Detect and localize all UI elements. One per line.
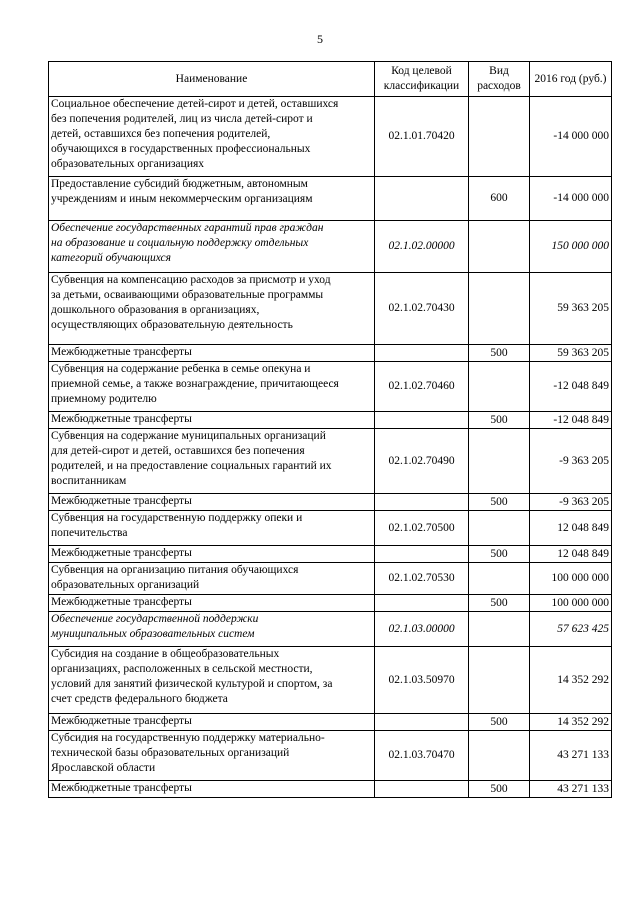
table-row <box>49 177 612 221</box>
cell-name: Обеспечение государственной поддержки муниципальных образовательных систем <box>49 612 375 647</box>
cell-code: 02.1.02.70460 <box>375 362 469 412</box>
table-row <box>49 221 612 273</box>
cell-type: 500 <box>469 345 530 362</box>
cell-amount: 59 363 205 <box>530 345 612 362</box>
table-body <box>49 97 612 798</box>
cell-code <box>375 546 469 563</box>
cell-type: 500 <box>469 781 530 798</box>
cell-amount: 43 271 133 <box>530 781 612 798</box>
cell-type <box>469 612 530 647</box>
header-code: Код целевой классификации <box>375 62 469 97</box>
cell-code: 02.1.02.70500 <box>375 511 469 546</box>
table-row <box>49 345 612 362</box>
budget-table <box>48 61 612 798</box>
cell-code: 02.1.02.70490 <box>375 429 469 494</box>
cell-amount: 14 352 292 <box>530 714 612 731</box>
cell-amount: -14 000 000 <box>530 177 612 221</box>
cell-name: Субвенция на содержание муниципальных организаций для детей-сирот и детей, оставшихся без попечения родителей, и на предоставление социальных гарантий их воспитанникам <box>49 429 375 494</box>
cell-amount: 100 000 000 <box>530 595 612 612</box>
cell-code: 02.1.01.70420 <box>375 97 469 177</box>
cell-amount: 12 048 849 <box>530 546 612 563</box>
table-row <box>49 494 612 511</box>
cell-name: Субвенция на содержание ребенка в семье опекуна и приемной семье, а также вознаграждение, причитающееся приемному родителю <box>49 362 375 412</box>
table-header-row <box>49 62 612 97</box>
cell-code <box>375 781 469 798</box>
table-row <box>49 429 612 494</box>
cell-name: Межбюджетные трансферты <box>49 595 375 612</box>
cell-name: Предоставление субсидий бюджетным, автономным учреждениям и иным некоммерческим организациям <box>49 177 375 221</box>
cell-amount: -14 000 000 <box>530 97 612 177</box>
table-row <box>49 647 612 714</box>
cell-code <box>375 595 469 612</box>
cell-amount: 12 048 849 <box>530 511 612 546</box>
cell-type <box>469 362 530 412</box>
cell-code <box>375 345 469 362</box>
cell-type: 500 <box>469 412 530 429</box>
table-row <box>49 412 612 429</box>
cell-name: Межбюджетные трансферты <box>49 546 375 563</box>
header-amount: 2016 год (руб.) <box>530 62 612 97</box>
table-row <box>49 546 612 563</box>
cell-amount: -12 048 849 <box>530 412 612 429</box>
cell-amount: -12 048 849 <box>530 362 612 412</box>
table-row <box>49 511 612 546</box>
cell-name: Субвенция на государственную поддержку опеки и попечительства <box>49 511 375 546</box>
table-row <box>49 781 612 798</box>
cell-code: 02.1.03.00000 <box>375 612 469 647</box>
table-row <box>49 731 612 781</box>
cell-amount: 100 000 000 <box>530 563 612 595</box>
cell-type: 500 <box>469 595 530 612</box>
cell-amount: 150 000 000 <box>530 221 612 273</box>
page-number: 5 <box>317 32 323 46</box>
cell-amount: 14 352 292 <box>530 647 612 714</box>
table-row <box>49 595 612 612</box>
table-row <box>49 97 612 177</box>
cell-name: Субсидия на государственную поддержку материально- технической базы образовательных организаций Ярославской области <box>49 731 375 781</box>
table-row <box>49 362 612 412</box>
cell-amount: 57 623 425 <box>530 612 612 647</box>
cell-name: Социальное обеспечение детей-сирот и детей, оставшихся без попечения родителей, лиц из числа детей-сирот и детей, оставшихся без попечения родителей, обучающихся в государственных профессиональных образовательных организациях <box>49 97 375 177</box>
cell-name: Межбюджетные трансферты <box>49 714 375 731</box>
cell-name: Межбюджетные трансферты <box>49 781 375 798</box>
cell-amount: 43 271 133 <box>530 731 612 781</box>
cell-type <box>469 97 530 177</box>
cell-type <box>469 563 530 595</box>
cell-name: Субсидия на создание в общеобразовательных организациях, расположенных в сельской местности, условий для занятий физической культурой и спортом, за счет средств федерального бюджета <box>49 647 375 714</box>
cell-type <box>469 647 530 714</box>
cell-type: 500 <box>469 714 530 731</box>
cell-code <box>375 494 469 511</box>
cell-type <box>469 731 530 781</box>
cell-type <box>469 511 530 546</box>
header-type: Вид расходов <box>469 62 530 97</box>
cell-code: 02.1.02.70430 <box>375 273 469 345</box>
cell-type <box>469 429 530 494</box>
cell-name: Межбюджетные трансферты <box>49 412 375 429</box>
cell-code <box>375 714 469 731</box>
header-name: Наименование <box>49 62 375 97</box>
cell-amount: -9 363 205 <box>530 429 612 494</box>
cell-type: 500 <box>469 546 530 563</box>
cell-name: Обеспечение государственных гарантий прав граждан на образование и социальную поддержку отдельных категорий обучающихся <box>49 221 375 273</box>
cell-name: Межбюджетные трансферты <box>49 494 375 511</box>
cell-code <box>375 177 469 221</box>
cell-type: 600 <box>469 177 530 221</box>
cell-code: 02.1.03.50970 <box>375 647 469 714</box>
cell-amount: -9 363 205 <box>530 494 612 511</box>
table-row <box>49 714 612 731</box>
cell-code <box>375 412 469 429</box>
table-row <box>49 563 612 595</box>
cell-type: 500 <box>469 494 530 511</box>
cell-code: 02.1.03.70470 <box>375 731 469 781</box>
cell-type <box>469 221 530 273</box>
table-row <box>49 612 612 647</box>
cell-type <box>469 273 530 345</box>
cell-name: Субвенция на компенсацию расходов за присмотр и уход за детьми, осваивающими образовательные программы дошкольного образования в организациях, осуществляющих образовательную деятельность <box>49 273 375 345</box>
cell-code: 02.1.02.00000 <box>375 221 469 273</box>
cell-name: Субвенция на организацию питания обучающихся образовательных организаций <box>49 563 375 595</box>
cell-amount: 59 363 205 <box>530 273 612 345</box>
table-row <box>49 273 612 345</box>
cell-name: Межбюджетные трансферты <box>49 345 375 362</box>
cell-code: 02.1.02.70530 <box>375 563 469 595</box>
